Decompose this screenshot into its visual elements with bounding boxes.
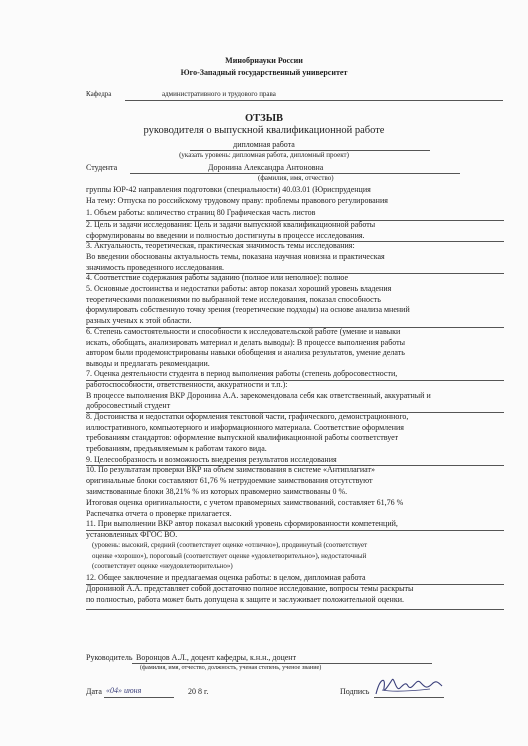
university-heading: Юго-Западный государственный университет <box>180 68 348 77</box>
date-year: 20 8 г. <box>188 687 209 696</box>
review-item-line: иллюстративного, компьютерного и информационного материала. Соответствие оформления <box>86 423 404 432</box>
student-label: Студента <box>86 163 118 172</box>
date-label: Дата <box>86 687 102 696</box>
section-divider <box>86 220 504 221</box>
review-item-line: установленных ФГОС ВО. <box>86 530 178 539</box>
review-item-line: Распечатка отчета о проверке прилагается. <box>86 509 232 518</box>
review-item-line: заимствованные блоки 38,21% % из которых правомерно заимствованы 0 %. <box>86 487 348 496</box>
signature-label: Подпись <box>340 687 370 696</box>
student-name: Доронина Александра Антоновна <box>208 163 324 172</box>
review-item-line: добросовестный студент <box>86 401 171 410</box>
date-value: «04» июня <box>106 686 142 695</box>
review-item-line: разных ученых к этой области. <box>86 316 192 325</box>
review-item-line: работоспособности, ответственности, аккуратности и т.п.): <box>86 380 288 389</box>
department-underline <box>125 100 503 101</box>
work-type-hint: (указать уровень: дипломная работа, дипломный проект) <box>179 151 349 159</box>
document-title: ОТЗЫВ <box>244 113 284 124</box>
department-label: Кафедра <box>86 90 112 98</box>
section-divider <box>86 609 504 610</box>
review-item-line: 10. По результатам проверки ВКР на объем заимствования в системе «Антиплагиат» <box>86 465 376 474</box>
review-item-line: автором были продемонстрированы навыки обобщения и анализа результатов, умение делать <box>86 348 405 357</box>
review-item-line: значимость проведенного исследования. <box>86 263 225 272</box>
department-value: административного и трудового права <box>162 90 276 98</box>
review-item-line: 9. Целесообразность и возможность внедрения результатов исследования <box>86 455 337 464</box>
supervisor-label: Руководитель <box>86 653 133 662</box>
review-item-line: требованиям стандартов: оформление выпускной квалификационной работы соответствует <box>86 433 399 442</box>
group-line: группы ЮР-42 направления подготовки (специальности) 40.03.01 (Юриспруденция <box>86 185 371 194</box>
review-item-line: формулировать собственную точку зрения (теоретические подходы) на основе анализа мнений <box>86 305 410 314</box>
review-item-line: 11. При выполнении ВКР автор показал высокий уровень сформированности компетенций, <box>86 519 398 528</box>
review-item-line: искать, обобщать, анализировать материал и делать выводы): В процессе выполнения работы <box>86 338 406 347</box>
review-item-line: Итоговая оценка оригинальности, с учетом правомерных заимствований, составляет 61,76 % <box>86 498 404 507</box>
section-divider <box>86 584 504 585</box>
document-subtitle: руководителя о выпускной квалификационной работе <box>143 125 385 136</box>
review-item-line: 6. Степень самостоятельности и способности к исследовательской работе (умение и навыки <box>86 327 401 336</box>
review-item-line: по полностью, работа может быть допущена к защите и заслуживает положительной оценки. <box>86 595 404 604</box>
review-item-line: 5. Основные достоинства и недостатки работы: автор показал хороший уровень владения <box>86 284 392 293</box>
student-name-hint: (фамилия, имя, отчество) <box>258 174 334 182</box>
review-item-line: требованиям, предъявляемым к работам такого вида. <box>86 444 267 453</box>
ministry-heading: Минобрнауки России <box>225 56 303 65</box>
topic-line: На тему: Отпуска по российскому трудовому праву: проблемы правового регулирования <box>86 196 388 205</box>
review-item-line: 8. Достоинства и недостатки оформления текстовой части, графического, демонстрационного, <box>86 412 409 421</box>
section-divider <box>86 380 504 381</box>
review-item-line: 12. Общее заключение и предлагаемая оценка работы: в целом, дипломная работа <box>86 573 366 582</box>
review-item-line: 3. Актуальность, теоретическая, практическая значимость темы исследования: <box>86 241 355 250</box>
review-item-line: оценке «хорошо»), пороговый (соответствует оценке «удовлетворительно»), недостаточный <box>92 552 367 560</box>
review-item-line: оригинальные блоки составляют 61,76 % нетрудоемкие заимствования отсутствуют <box>86 476 373 485</box>
review-item-line: 4. Соответствие содержания работы заданию (полное или неполное): полное <box>86 273 349 282</box>
section-divider <box>86 412 504 413</box>
section-divider <box>86 530 504 531</box>
review-item-line: В процессе выполнения ВКР Доронина А.А. зарекомендовала себя как ответственный, аккуратный и <box>86 391 431 400</box>
section-divider <box>86 273 504 274</box>
review-item-line: выводы и предлагать рекомендации. <box>86 359 210 368</box>
date-underline <box>104 697 174 698</box>
supervisor-value: Воронцов А.Л., доцент кафедры, к.н.н., доцент <box>136 653 297 662</box>
review-item-line: Дорониной А.А. представляет собой достаточно полное исследование, вопросы темы раскрыты <box>86 584 414 593</box>
section-divider <box>86 465 504 466</box>
review-item-line: 2. Цель и задачи исследования: Цель и задачи выпускной квалификационной работы <box>86 220 376 229</box>
review-item-line: сформулированы во введении и полностью достигнуты в процессе исследования. <box>86 231 365 240</box>
review-item-line: теоретическими положениями по выбранной теме исследования, показал способность <box>86 295 381 304</box>
review-item-line: 7. Оценка деятельности студента в период выполнения работы (степень добросовестности, <box>86 369 398 378</box>
work-type-value: дипломная работа <box>233 140 295 149</box>
section-divider <box>86 241 504 242</box>
review-item-line: 1. Объем работы: количество страниц 80 Графическая часть листов <box>86 208 316 217</box>
section-divider <box>86 327 504 328</box>
supervisor-signature <box>372 672 444 700</box>
supervisor-hint: (фамилия, имя, отчество, должность, ученая степень, ученое звание) <box>140 664 322 671</box>
review-item-line: (соответствует оценке «неудовлетворительно») <box>92 562 233 570</box>
review-item-line: (уровень: высокий, средний (соответствует оценке «отлично»), продвинутый (соответствует <box>92 541 368 549</box>
review-item-line: Во введении обоснованы актуальность темы, показана научная новизна и практическая <box>86 252 385 261</box>
